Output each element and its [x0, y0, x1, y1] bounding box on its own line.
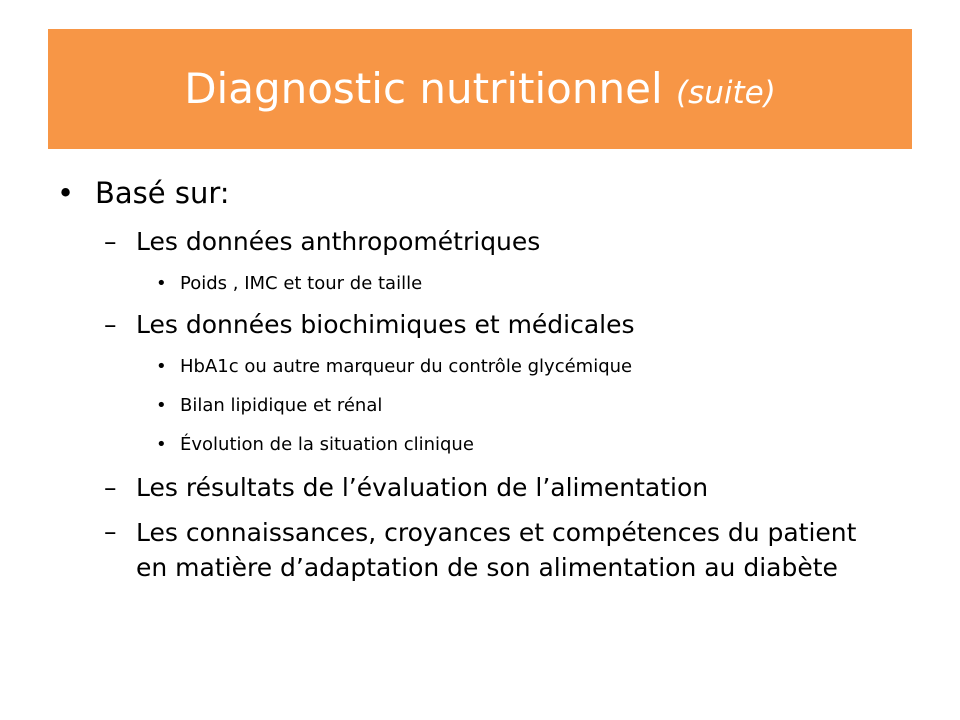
list-item-level1: Basé sur: [95, 176, 230, 210]
list-item-level2: Les résultats de l’évaluation de l’alimentation [136, 473, 709, 502]
list-item-level2: Les données biochimiques et médicales [136, 310, 635, 339]
list-item-level3: Bilan lipidique et rénal [180, 395, 383, 416]
bullet-icon: • [156, 273, 167, 294]
bullet-icon: • [156, 395, 167, 416]
list-item-level3: Poids , IMC et tour de taille [180, 273, 423, 294]
bullet-icon: • [57, 176, 75, 210]
list-item-level2: Les données anthropométriques [136, 227, 541, 256]
list-item-level3: HbA1c ou autre marqueur du contrôle glycémique [180, 356, 633, 377]
bullet-icon: • [156, 356, 167, 377]
dash-icon: – [104, 227, 117, 256]
title-suffix: (suite) [675, 75, 776, 111]
dash-icon: – [104, 473, 117, 502]
list-item-level3: Évolution de la situation clinique [180, 434, 474, 455]
dash-icon: – [104, 517, 117, 546]
bullet-icon: • [156, 434, 167, 455]
dash-icon: – [104, 310, 117, 339]
list-item-level2: Les connaissances, croyances et compétences du patient en matière d’adaptation de son alimentation au diabète [136, 518, 857, 582]
title-main: Diagnostic nutritionnel [184, 64, 663, 113]
